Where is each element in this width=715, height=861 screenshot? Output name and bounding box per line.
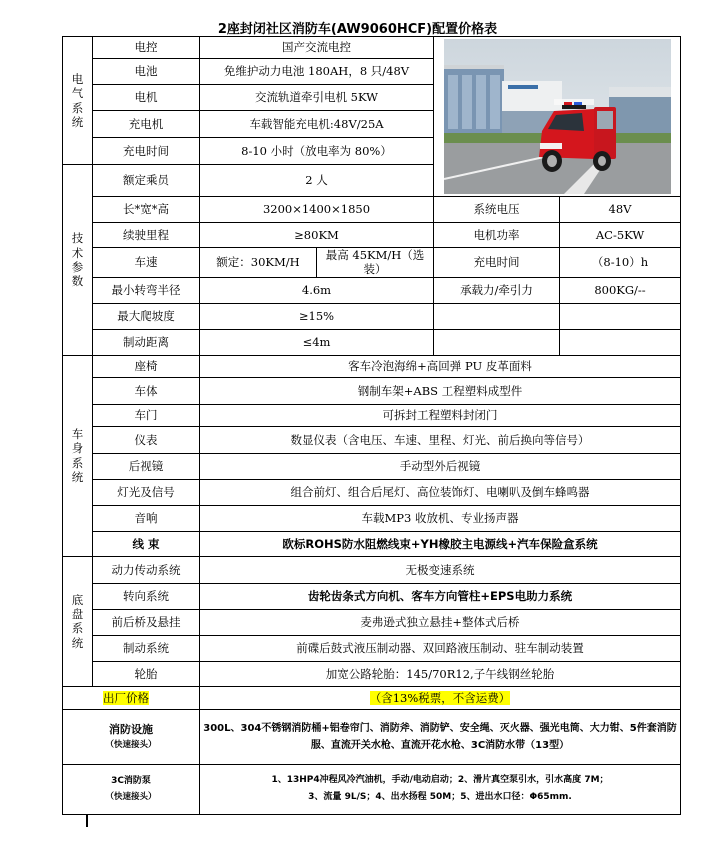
row-value: 客车冷泡海绵+高回弹 PU 皮革面料	[200, 355, 681, 377]
table-row	[63, 556, 681, 583]
row-value: 免维护动力电池 180AH，8 只/48V	[200, 59, 434, 85]
row-value: 组合前灯、组合后尾灯、高位装饰灯、电喇叭及倒车蜂鸣器	[200, 479, 681, 505]
table-row	[63, 355, 681, 377]
row-value: 无极变速系统	[200, 556, 681, 583]
row-value: （8-10）h	[560, 248, 681, 278]
category-body	[63, 355, 93, 556]
row-value: ≥15%	[200, 303, 434, 329]
row-value: 48V	[560, 197, 681, 223]
table-row	[63, 377, 681, 404]
row-label: 后视镜	[93, 453, 200, 479]
table-row	[63, 329, 681, 355]
row-label: 电池	[93, 59, 200, 85]
row-label: 车门	[93, 404, 200, 426]
row-value: 800KG/--	[560, 277, 681, 303]
row-value: 2 人	[200, 165, 434, 197]
row-value: 3200×1400×1850	[200, 197, 434, 223]
empty-cell	[434, 303, 560, 329]
row-label: 额定乘员	[93, 165, 200, 197]
row-value: 数显仪表（含电压、车速、里程、灯光、前后换向等信号）	[200, 426, 681, 453]
row-value: 车载MP3 收放机、专业扬声器	[200, 505, 681, 531]
category-label: 电气系统	[71, 71, 84, 129]
row-label: 电机	[93, 85, 200, 111]
row-label: 车速	[93, 248, 200, 278]
row-value: 欧标ROHS防水阻燃线束+YH橡胶主电源线+汽车保险盒系统	[200, 531, 681, 556]
row-label: 承载力/牵引力	[434, 277, 560, 303]
row-value: 8-10 小时（放电率为 80%）	[200, 138, 434, 165]
row-label: 音响	[93, 505, 200, 531]
row-label: 充电机	[93, 111, 200, 138]
row-label: 灯光及信号	[93, 479, 200, 505]
table-row	[63, 635, 681, 661]
row-value: 额定：30KM/H	[200, 248, 317, 278]
row-label: 车体	[93, 377, 200, 404]
category-label: 技术参数	[71, 231, 84, 289]
row-label: 前后桥及悬挂	[93, 609, 200, 635]
table-row	[63, 248, 681, 278]
table-row	[63, 277, 681, 303]
row-label: 电控	[93, 37, 200, 59]
row-value: ≤4m	[200, 329, 434, 355]
fire-pump-subtitle: （快速接头）	[105, 791, 157, 802]
price-value-cell	[200, 686, 681, 709]
table-row	[63, 479, 681, 505]
row-value: 前碟后鼓式液压制动器、双回路液压制动、驻车制动装置	[200, 635, 681, 661]
row-label: 长*宽*高	[93, 197, 200, 223]
page-title: 2座封闭社区消防车(AW9060HCF)配置价格表	[217, 22, 498, 37]
table-row	[63, 37, 681, 59]
fire-pump-header	[63, 764, 200, 814]
table-row	[63, 583, 681, 609]
table-row	[63, 223, 681, 248]
empty-cell	[434, 329, 560, 355]
empty-cell	[560, 303, 681, 329]
price-label-cell	[63, 686, 200, 709]
vehicle-photo-cell	[434, 37, 681, 197]
row-value: 可拆封工程塑料封闭门	[200, 404, 681, 426]
table-row	[63, 303, 681, 329]
table-row	[63, 453, 681, 479]
row-label: 电机功率	[434, 223, 560, 248]
table-row	[63, 426, 681, 453]
row-value: AC-5KW	[560, 223, 681, 248]
category-chassis	[63, 556, 93, 686]
fire-equipment-cell	[200, 709, 681, 764]
empty-cell	[560, 329, 681, 355]
price-row	[63, 686, 681, 709]
row-label: 轮胎	[93, 661, 200, 686]
category-label: 底盘系统	[71, 592, 84, 650]
fire-vehicle-photo	[444, 39, 671, 194]
row-label: 动力传动系统	[93, 556, 200, 583]
row-label: 充电时间	[93, 138, 200, 165]
row-value: 钢制车架+ABS 工程塑料成型件	[200, 377, 681, 404]
row-value: 麦弗逊式独立悬挂+整体式后桥	[200, 609, 681, 635]
row-label: 座椅	[93, 355, 200, 377]
fire-pump-spec-line1: 1、13HP4冲程风冷汽油机，手动/电动启动；2、滑片真空泵引水，引水高度 7M；	[271, 775, 609, 786]
row-label: 转向系统	[93, 583, 200, 609]
row-value: 国产交流电控	[200, 37, 434, 59]
fire-equipment-row	[63, 709, 681, 764]
table-row	[63, 609, 681, 635]
row-label: 制动距离	[93, 329, 200, 355]
table-row	[63, 531, 681, 556]
row-label: 最小转弯半径	[93, 277, 200, 303]
fire-equipment-title: 消防设施	[109, 722, 153, 736]
price-note: （含13%税票，不含运费）	[369, 690, 511, 705]
category-technical	[63, 165, 93, 356]
row-value: ≥80KM	[200, 223, 434, 248]
row-value: 最高 45KM/H（选装）	[317, 248, 434, 278]
fire-equipment-header	[63, 709, 200, 764]
row-label: 线 束	[93, 531, 200, 556]
row-value: 交流轨道牵引电机 5KW	[200, 85, 434, 111]
category-label: 车身系统	[71, 427, 84, 485]
fire-pump-spec-line2: 3、流量 9L/S；4、出水扬程 50M；5、进出水口径：Φ65mm.	[308, 792, 572, 803]
table-row	[63, 661, 681, 686]
row-value: 手动型外后视镜	[200, 453, 681, 479]
row-value: 齿轮齿条式方向机、客车方向管柱+EPS电助力系统	[200, 583, 681, 609]
table-row	[63, 404, 681, 426]
fire-equipment-list: 300L、304不锈钢消防桶+铝卷帘门、消防斧、消防铲、安全绳、灭火器、强光电筒、大力钳、5件套消防服、直流开关水枪、直流开花水枪、3C消防水带（13型）	[203, 722, 677, 751]
fire-equipment-subtitle: （快速接头）	[105, 740, 157, 751]
row-label: 续驶里程	[93, 223, 200, 248]
row-value: 4.6m	[200, 277, 434, 303]
fire-pump-row	[63, 764, 681, 814]
row-value: 加宽公路轮胎：145/70R12,子午线钢丝轮胎	[200, 661, 681, 686]
text-cursor	[86, 814, 88, 827]
fire-pump-title: 3C消防泵	[111, 776, 151, 787]
row-label: 制动系统	[93, 635, 200, 661]
config-price-table	[62, 36, 681, 815]
fire-pump-cell	[200, 764, 681, 814]
row-label: 充电时间	[434, 248, 560, 278]
row-label: 仪表	[93, 426, 200, 453]
row-value: 车载智能充电机:48V/25A	[200, 111, 434, 138]
row-label: 最大爬坡度	[93, 303, 200, 329]
table-row	[63, 197, 681, 223]
table-row	[63, 505, 681, 531]
price-label: 出厂价格	[103, 690, 149, 705]
row-label: 系统电压	[434, 197, 560, 223]
category-electrical	[63, 37, 93, 165]
